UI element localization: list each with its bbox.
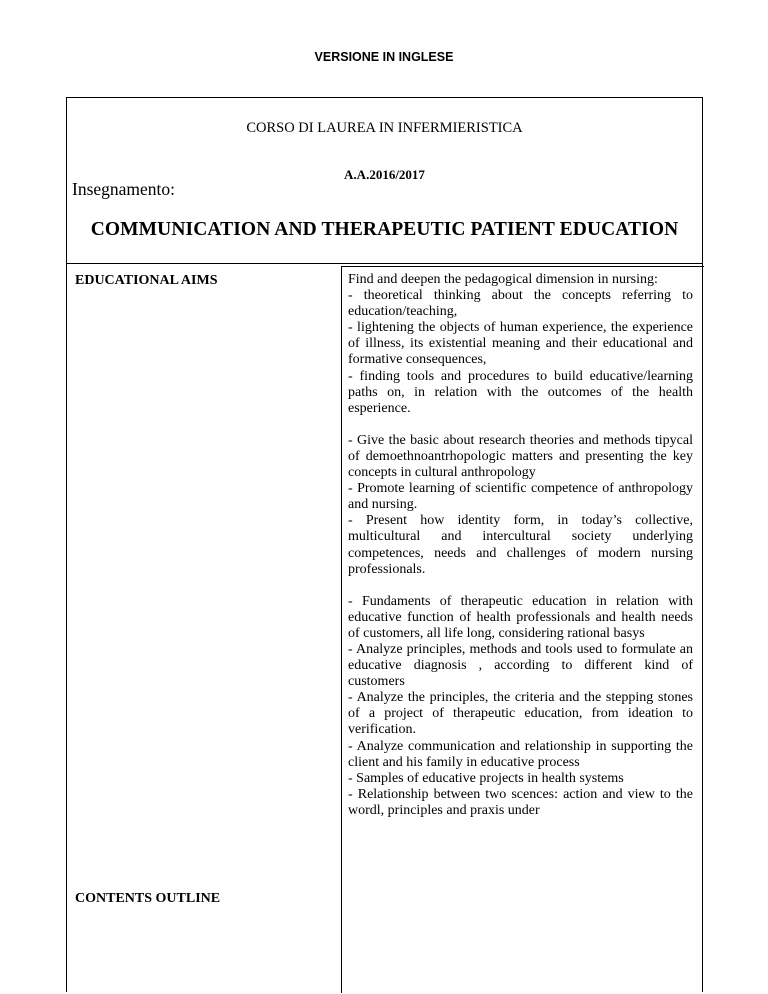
aims-text-cell [341, 266, 704, 993]
section-labels-column [75, 273, 275, 993]
contents-outline-label: CONTENTS OUTLINE [75, 891, 221, 906]
teaching-label: Insegnamento: [72, 179, 176, 199]
academic-year: A.A.2016/2017 [344, 167, 425, 182]
aims-paragraph-1: Find and deepen the pedagogical dimension in nursing: - theoretical thinking about the concepts referring to education/teaching, - lightening the objects of human experience, the experience of illness, its existential meaning and their educational and formative consequences, - finding tools and procedures to build educative/learning paths on, in relation with the outcomes of the health esperience. [348, 272, 693, 416]
aims-text [348, 272, 693, 835]
aims-paragraph-3: - Fundaments of therapeutic education in relation with educative function of health professionals and health needs of customers, all life long, considering rational basys - Analyze principles, methods and tools used to formulate an educative diagnosis , according to different kind of customers - Analyze the principles, the criteria and the stepping stones of a project of therapeutic education, from ideation to verification. - Analyze communication and relationship in supporting the client and his family in educative process - Samples of educative projects in health systems - Relationship between two scences: action and view to the wordl, principles and praxis under [348, 593, 693, 818]
course-table [66, 97, 703, 992]
aims-paragraph-2: - Give the basic about research theories and methods tipycal of demoethnoantrhopologic matters and presenting the key concepts in cultural anthropology - Promote learning of scientific competence of anthropology and nursing. - Present how identity form, in today’s collective, multicultural and intercultural society underlying competences, needs and challenges of modern nursing professionals. [348, 432, 693, 577]
educational-aims-label: EDUCATIONAL AIMS [75, 273, 218, 288]
course-title: COMMUNICATION AND THERAPEUTIC PATIENT EDUCATION [90, 219, 679, 240]
document-header-label: VERSIONE IN INGLESE [314, 50, 454, 64]
course-name: CORSO DI LAUREA IN INFERMIERISTICA [246, 120, 523, 136]
course-header-block [67, 98, 702, 264]
